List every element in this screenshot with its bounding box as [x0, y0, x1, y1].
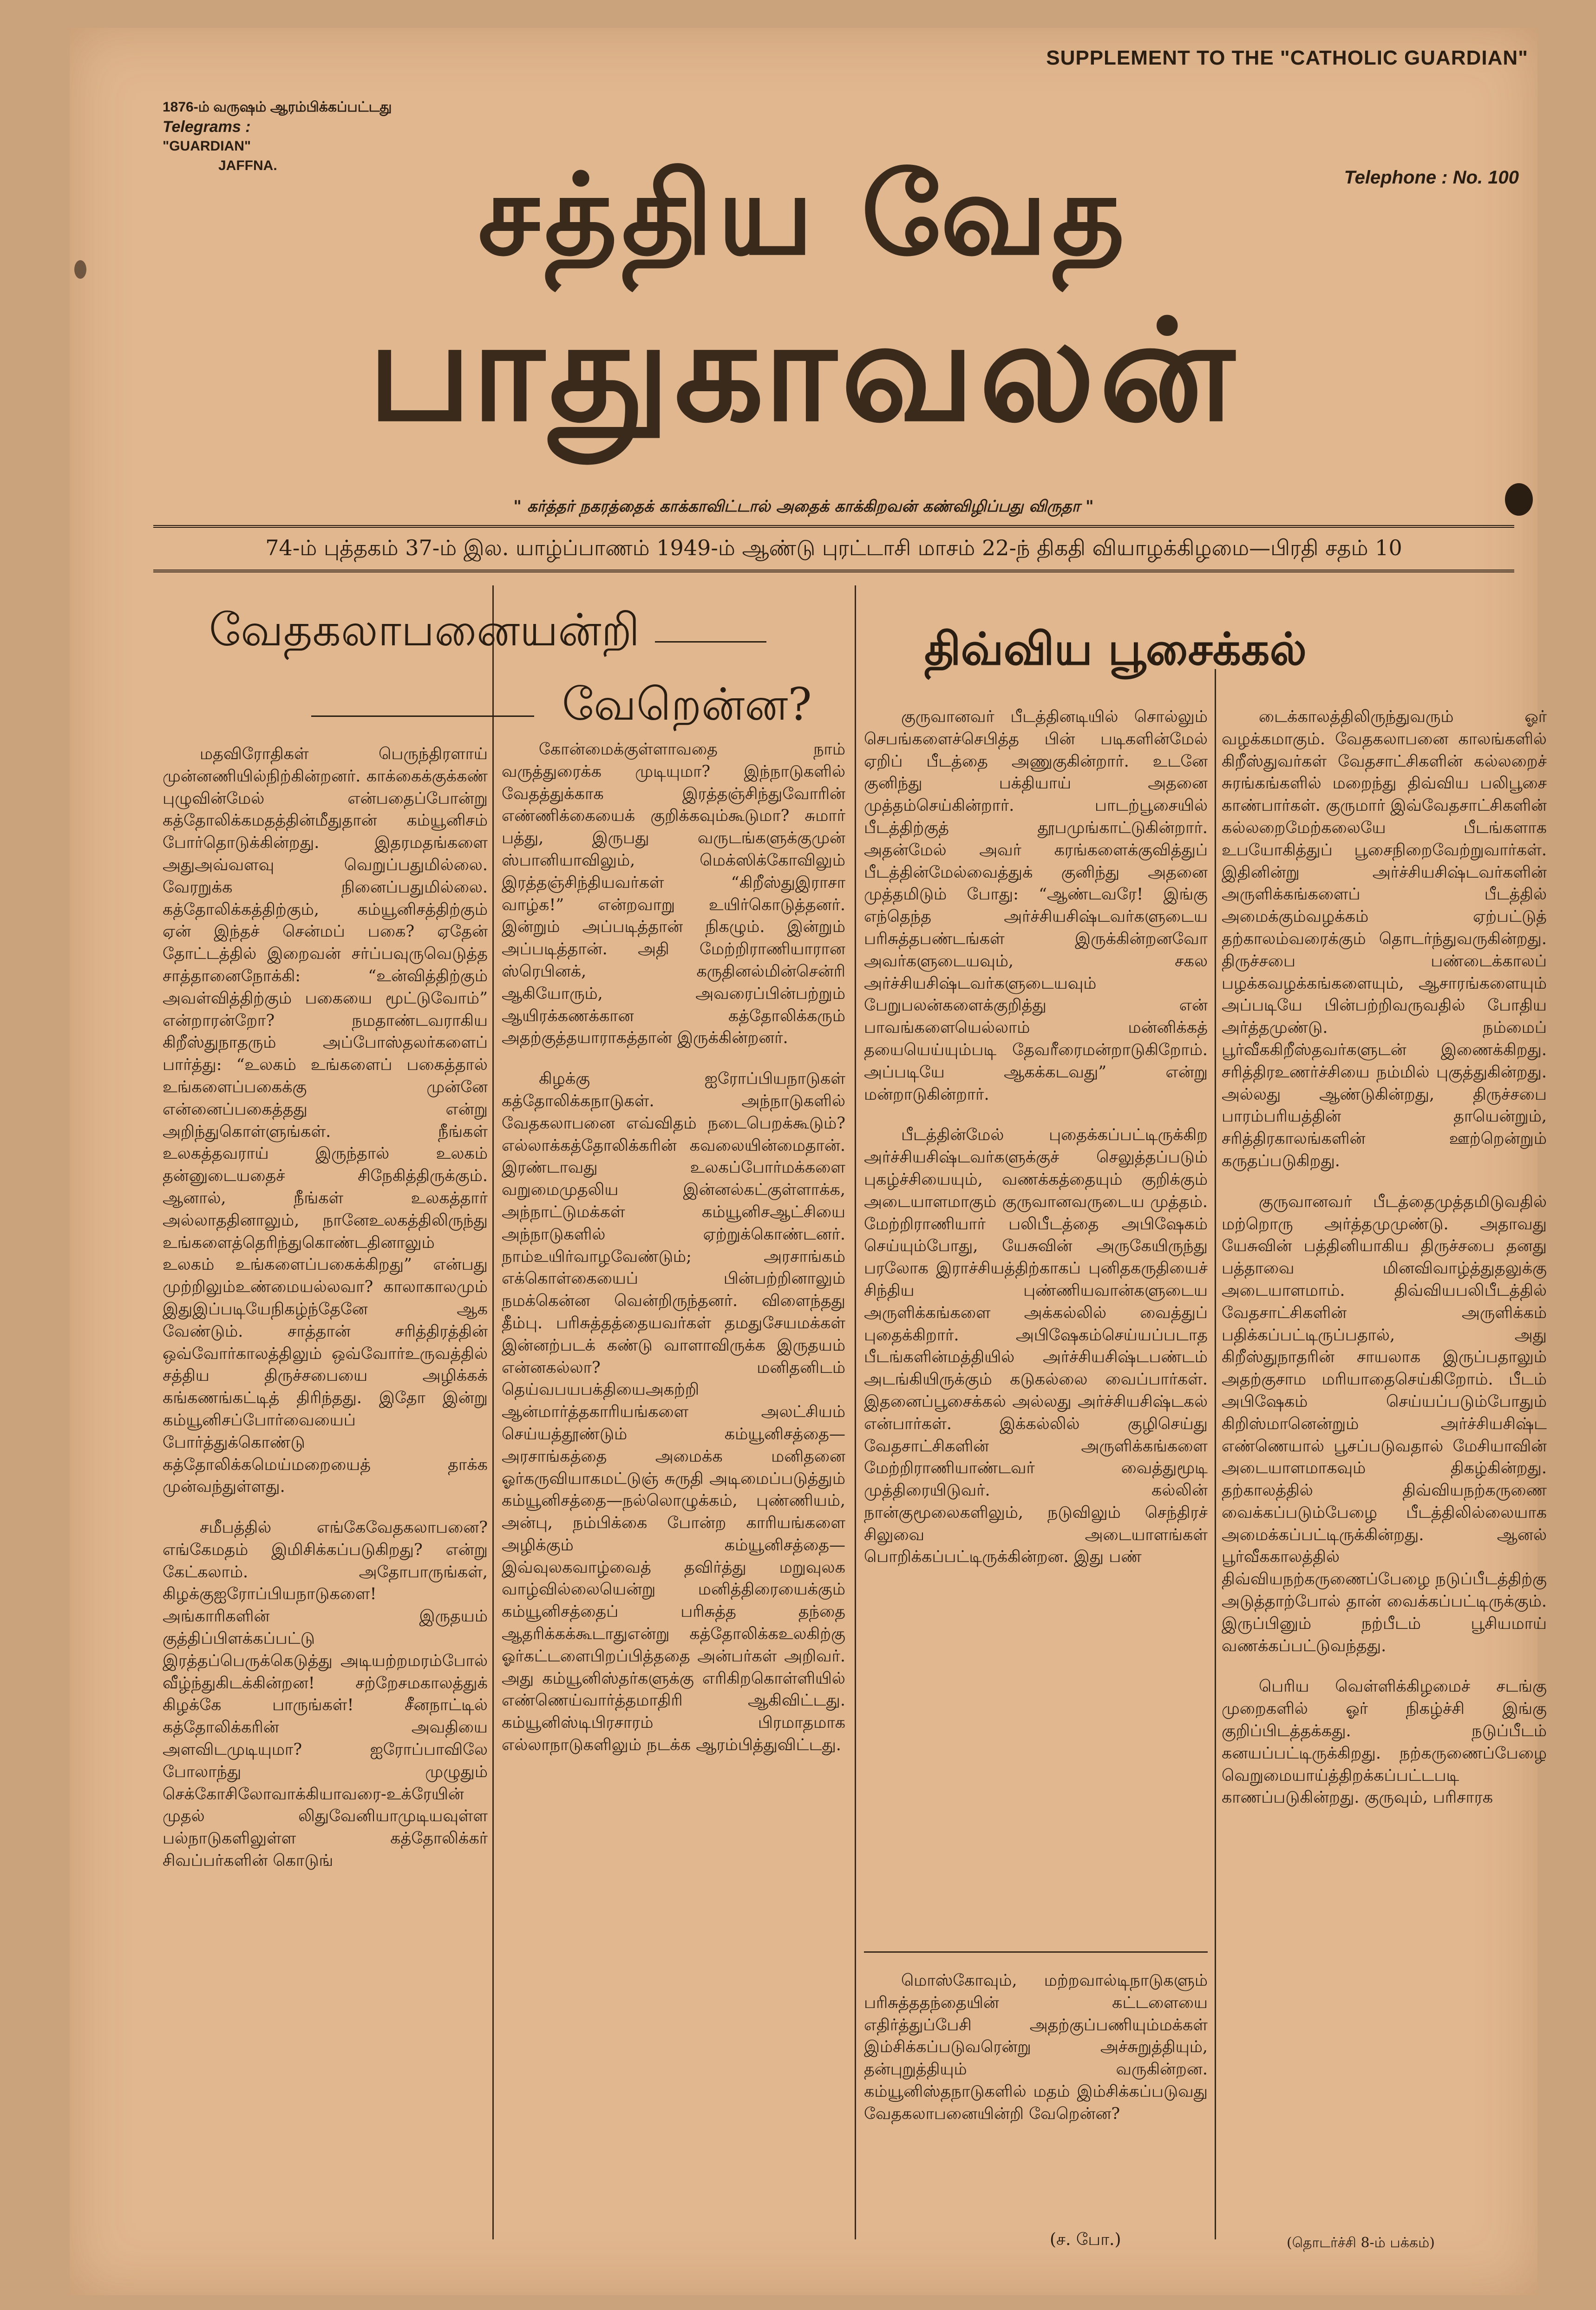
headline-dash — [655, 641, 766, 643]
column-rule — [492, 585, 494, 2239]
headline-dash — [311, 715, 534, 717]
masthead-motto: " கர்த்தர் நகரத்தைக் காக்காவிட்டால் அதைக் காக்கிறவன் கண்விழிப்பது விருதா " — [513, 497, 1094, 516]
paragraph: கோன்மைக்குள்ளாவதை நாம் வருத்துரைக்க முடியுமா? இந்நாடுகளில் வேதத்துக்காக இரத்தஞ்சிந்துவோரின் எண்ணிக்கையைக் குறிக்கவும்கூடுமா? சுமார் பத்து, இருபது வருடங்களுக்குமுன் ஸ்பானியாவிலும், மெக்ஸிக்கோவிலும் இரத்தஞ்சிந்தியவர்கள் “கிறீஸ்துஇராசா வாழ்க!” என்றவாறு உயிர்கொடுத்தனர். இன்றும் அப்படித்தான் நிகழும். இன்றும் அப்படித்தான். அதி மேற்றிராணியாரான ஸ்ரெபினக், கருதினல்மின்சென்ரி ஆகியோரும், அவரைப்பின்பற்றும் ஆயிரக்கணக்கான கத்தோலிக்கரும் அதற்குத்தயாராகத்தான் இருக்கின்றனர். — [502, 740, 845, 1048]
ink-blot — [74, 260, 86, 279]
dateline-bar — [153, 525, 1514, 572]
telephone-info: Telephone : No. 100 — [1344, 167, 1519, 188]
founded-note: 1876-ம் வருஷம் ஆரம்பிக்கப்பட்டது — [163, 99, 392, 115]
supplement-note: SUPPLEMENT TO THE "CATHOLIC GUARDIAN" — [1046, 46, 1528, 69]
article2-column-1 — [864, 706, 1208, 1568]
masthead-title-line1: சத்திய வேத — [478, 149, 1129, 280]
paragraph: மதவிரோதிகள் பெருந்திரளாய் முன்னணியில்நிற்கின்றனர். காக்கைக்குக்கண் புழுவின்மேல் என்பதைப்போன்று கத்தோலிக்கமதத்தின்மீதுதான் கம்யூனிசம் போர்தொடுக்கின்றது. இதரமதங்களை அதுஅவ்வளவு வெறுப்பதுமில்லை. வேரறுக்க நினைப்பதுமில்லை. கத்தோலிக்கத்திற்கும், கம்யூனிசத்திற்கும் ஏன் இந்தச் சென்மப் பகை? ஏதேன் தோட்டத்தில் இறைவன் சர்ப்பவுருவெடுத்த சாத்தானைநோக்கி: “உன்வித்திற்கும் அவள்வித்திற்கும் பகையை மூட்டுவோம்” என்றாரன்றோ? நமதாண்டவராகிய கிறீஸ்துநாதரும் அப்போஸ்தலர்களைப் பார்த்து: “உலகம் உங்களைப் பகைத்தால் உங்களைப்பகைக்கு முன்னே என்னைப்பகைத்தது என்று அறிந்துகொள்ளுங்கள். நீங்கள் உலகத்தவராய் இருந்தால் உலகம் தன்னுடையதைச் சிநேகித்திருக்கும். ஆனால், நீங்கள் உலகத்தார் அல்லாததினாலும், நானேஉலகத்திலிருந்து உங்களைத்தெரிந்துகொண்டதினாலும் உலகம் உங்களைப்பகைக்கிறது” என்பது முற்றிலும்உண்மையல்லவா? காலாகாலமும் இதுஇப்படியேநிகழ்ந்தேனே ஆக வேண்டும். சாத்தான் சரித்திரத்தின் ஒவ்வோர்காலத்திலும் ஒவ்வோர்உருவத்தில் சத்திய திருச்சபையை அழிக்கக் கங்கணங்கட்டித் திரிந்தது. இதோ இன்று கம்யூனிசப்போர்வையைப் போர்த்துக்கொண்டு கத்தோலிக்கமெய்மறையைத் தாக்க முன்வந்துள்ளது. — [163, 745, 488, 1496]
paragraph: டைக்காலத்திலிருந்துவரும் ஓர் வழக்கமாகும். வேதகலாபனை காலங்களில் கிறீஸ்துவர்கள் வேதசாட்சிகளின் கல்லறைச் சுரங்கங்களில் மறைந்து திவ்விய பலிபூசை காண்பார்கள். குருமார் இவ்வேதசாட்சிகளின் கல்லறைமேற்கலையே பீடங்களாக உபயோகித்துப் பூசைநிறைவேற்றுவார்கள். இதினின்று அர்ச்சியசிஷ்டவர்களின் அருளிக்கங்களைப் பீடத்தில் அமைக்கும்வழக்கம் ஏற்பட்டுத் தற்காலம்வரைக்கும் தொடர்ந்துவருகின்றது. திருச்சபை பண்டைக்காலப் பழக்கவழக்கங்களையும், ஆசாரங்களையும் அப்படியே பின்பற்றிவருவதில் போதிய அர்த்தமுண்டு. நம்மைப் பூர்வீககிறீஸ்தவர்களுடன் இணைக்கிறது. சரித்திரஉணர்ச்சியை நம்மில் புகுத்துகின்றது. அல்லது ஆண்டுகின்றது, திருச்சபை பாரம்பரியத்தின் தாயென்றும், சரித்திரகாலங்களின் ஊற்றென்றும் கருதப்படுகிறது. — [1222, 708, 1547, 1170]
telegrams-line2: JAFFNA. — [218, 158, 277, 173]
paragraph: கிழக்கு ஐரோப்பியநாடுகள் கத்தோலிக்கநாடுகள். அந்நாடுகளில் வேதகலாபனை எவ்விதம் நடைபெறக்கூடும்? எல்லாக்கத்தோலிக்கரின் கவலையின்மைதான். இரண்டாவது உலகப்போர்மக்களை வறுமைமுதலிய இன்னல்கட்குள்ளாக்க, அந்நாட்டுமக்கள் கம்யூனிசஆட்சியை அந்நாடுகளில் ஏற்றுக்கொண்டனர். நாம்உயிர்வாழவேண்டும்; அரசாங்கம் எக்கொள்கையைப் பின்பற்றினாலும் நமக்கென்ன வென்றிருந்தனர். விளைந்தது தீம்பு. பரிசுத்தத்தையவர்கள் தமதுசேயமக்கள் இன்னற்படக் கண்டு வாளாவிருக்க இருதயம் என்னகல்லா? மனிதனிடம் தெய்வபயபக்தியைஅகற்றி ஆன்மார்த்தகாரியங்களை அலட்சியம் செய்யத்தூண்டும் கம்யூனிசத்தை—அரசாங்கத்தை அமைக்க மனிதனை ஓர்கருவியாகமட்டுஞ் சுருதி அடிமைப்படுத்தும் கம்யூனிசத்தை—நல்லொழுக்கம், புண்ணியம், அன்பு, நம்பிக்கை போன்ற காரியங்களை அழிக்கும் கம்யூனிசத்தை— இவ்வுலகவாழ்வைத் தவிர்த்து மறுவுலக வாழ்வில்லையென்று மனித்திரையைக்கும் கம்யூனிசத்தைப் பரிசுத்த தந்தை ஆதரிக்கக்கூடாதுஎன்று கத்தோலிக்கஉலகிற்கு ஓர்கட்டளைபிறப்பித்ததை அன்பர்கள் அறிவர். அது கம்யூனிஸ்தர்களுக்கு எரிகிறகொள்ளியில் எண்ணெய்வார்த்தமாதிரி ஆகிவிட்டது. கம்யூனிஸ்டிபிரசாரம் பிரமாதமாக எல்லாநாடுகளிலும் நடக்க ஆரம்பித்துவிட்டது. — [502, 1070, 845, 1755]
paragraph: மொஸ்கோவும், மற்றவால்டிநாடுகளும் பரிசுத்ததந்தையின் கட்டளையை எதிர்த்துப்பேசி அதற்குப்பணியும்மக்கள் இம்சிக்கப்படுவரென்று அச்சுறுத்தியும், தன்புறுத்தியும் வருகின்றன. கம்யூனிஸ்தநாடுகளில் மதம் இம்சிக்கப்படுவது வேதகலாபனையின்றி வேறென்ன? — [864, 1971, 1208, 2123]
paragraph: சமீபத்தில் எங்கேவேதகலாபனை? எங்கேமதம் இமிசிக்கப்படுகிறது? என்று கேட்கலாம். அதோபாருங்கள், கிழக்குஐரோப்பியநாடுகளை! அங்காரிகளின் இருதயம் குத்திப்பிளக்கப்பட்டு இரத்தப்பெருக்கெடுத்து அடியற்றமரம்போல் வீழ்ந்துகிடக்கின்றன! சற்றேசமகாலத்துக் கிழக்கே பாருங்கள்! சீனநாட்டில் கத்தோலிக்கரின் அவதியை அளவிடமுடியுமா? ஐரோப்பாவிலே போலாந்து முழுதும் செக்கோசிலோவாக்கியாவரை-உக்ரேயின் முதல் லிதுவேனியாமுடியவுள்ள பல்நாடுகளிலுள்ள கத்தோலிக்கர் சிவப்பர்களின் கொடுங் — [163, 1518, 488, 1870]
article2-column-2 — [1222, 706, 1547, 1809]
article1-headline-part1: வேதகலாபனையன்றி — [209, 604, 640, 656]
newspaper-page — [70, 28, 1547, 2295]
telegrams-line1: "GUARDIAN" — [163, 138, 251, 154]
continued-note: (தொடர்ச்சி 8-ம் பக்கம்) — [1287, 2235, 1435, 2251]
article1-signature: (ச. போ.) — [1050, 2230, 1121, 2249]
dateline-text: 74-ம் புத்தகம் 37-ம் இல. யாழ்ப்பாணம் 1949-ம் ஆண்டு புரட்டாசி மாசம் 22-ந் திகதி வியாழக்கிழமை—பிரதி சதம் 10 — [265, 535, 1402, 560]
paragraph: குருவானவர் பீடத்தினடியில் சொல்லும் செபங்களைச்செபித்த பின் படிகளின்மேல் ஏறிப் பீடத்தை அணுகுகின்றார். உடனே குனிந்து பக்தியாய் அதனை முத்தம்செய்கின்றார். பாடற்பூசையில் பீடத்திற்குத் தூபமுங்காட்டுகின்றார். அதன்மேல் அவர் கரங்களைக்குவித்துப் பீடத்தின்மேல்வைத்துக் குனிந்து அதனை முத்தமிடும் போது: “ஆண்டவரே! இங்கு எந்தெந்த அர்ச்சியசிஷ்டவர்களுடைய பரிசுத்தபண்டங்கள் இருக்கின்றனவோ அவர்களுடையவும், சகல அர்ச்சியசிஷ்டவர்களுடையவும் பேறுபலன்களைக்குறித்து என் பாவங்களையெல்லாம் மன்னிக்கத் தயையெய்யும்படி தேவரீரைமன்றாடுகிறோம். அப்படியே ஆகக்கடவது” என்று மன்றாடுகின்றார். — [864, 708, 1208, 1104]
paragraph: குருவானவர் பீடத்தைமுத்தமிடுவதில் மற்றொரு அர்த்தமுமுண்டு. அதாவது யேசுவின் பத்தினியாகிய திருச்சபை தனது பத்தாவை மினவிவாழ்த்துதலுக்கு அடையாளமாம். திவ்வியபலிபீடத்தில் வேதசாட்சிகளின் அருளிக்கம் பதிக்கப்பட்டிருப்பதால், அது கிறீஸ்துநாதரின் சாயலாக இருப்பதாலும் அதற்குசாம மரியாதைசெய்கிறோம். பீடம் அபிஷேகம் செய்யப்படும்போதும் கிறிஸ்மானென்றும் அர்ச்சியசிஷ்ட எண்ணெயால் பூசப்படுவதால் மேசியாவின் அடையாளமாகவும் திகழ்கின்றது. தற்காலத்தில் திவ்வியநற்கருணை வைக்கப்படும்பேழை பீடத்திலில்லையாக அமைக்கப்பட்டிருக்கின்றது. ஆனல் பூர்வீககாலத்தில் திவ்வியநற்கருணைப்பேழை நடுப்பீடத்திற்கு அடுத்தாற்போல் தான் வைக்கப்பட்டிருக்கும். இருப்பினும் நற்பீடம் பூசியமாய் வணக்கப்பட்டுவந்தது. — [1222, 1192, 1547, 1655]
column-rule — [855, 585, 856, 2239]
column-rule — [1215, 669, 1216, 2239]
article-divider — [864, 1951, 1208, 1953]
article1-headline-part2: வேறென்ன? — [562, 678, 812, 730]
article1-column-1 — [163, 743, 488, 1872]
ink-blot — [1505, 483, 1533, 516]
article2-headline: திவ்விய பூசைக்கல் — [924, 623, 1307, 675]
telegrams-label: Telegrams : — [163, 118, 251, 136]
paragraph: பீடத்தின்மேல் புதைக்கப்பட்டிருக்கிற அர்ச்சியசிஷ்டவர்களுக்குச் செலுத்தப்படும் புகழ்ச்சியையும், வணக்கத்தையும் குறிக்கும் அடையாளமாகும் குருவானவருடைய முத்தம். மேற்றிராணியார் பலிபீடத்தை அபிஷேகம் செய்யும்போது, யேசுவின் அருகேயிருந்து பரலோக இராச்சியத்திற்காகப் புனிதகருதியைச் சிந்திய புண்ணியவான்களுடைய அருளிக்கங்களை அக்கல்லில் வைத்துப் புதைக்கிறார். அபிஷேகம்செய்யப்படாத பீடங்களின்மத்தியில் அர்ச்சியசிஷ்டபண்டம் அடங்கியிருக்கும் கடுகல்லை வைப்பார்கள். இதனைப்பூசைக்கல் அல்லது அர்ச்சியசிஷ்டகல் என்பார்கள். இக்கல்லில் குழிசெய்து வேதசாட்சிகளின் அருளிக்கங்களை மேற்றிராணியாண்டவர் வைத்துமூடி முத்திரையிடுவர். கல்லின் நான்குமூலைகளிலும், நடுவிலும் செந்திரச் சிலுவை அடையாளங்கள் பொறிக்கப்பட்டிருக்கின்றன. இது பண் — [864, 1126, 1208, 1567]
paragraph: பெரிய வெள்ளிக்கிழமைச் சடங்கு முறைகளில் ஓர் நிகழ்ச்சி இங்கு குறிப்பிடத்தக்கது. நடுப்பீடம் கனயப்பட்டிருக்கிறது. நற்கருணைப்பேழை வெறுமையாய்த்திறக்கப்பட்டபடி காணப்படுகின்றது. குருவும், பரிசாரக — [1222, 1677, 1547, 1807]
article1-continuation — [864, 1970, 1208, 2126]
masthead-title-line2: பாதுகாவலன் — [368, 288, 1239, 452]
article1-column-2 — [502, 739, 845, 1757]
